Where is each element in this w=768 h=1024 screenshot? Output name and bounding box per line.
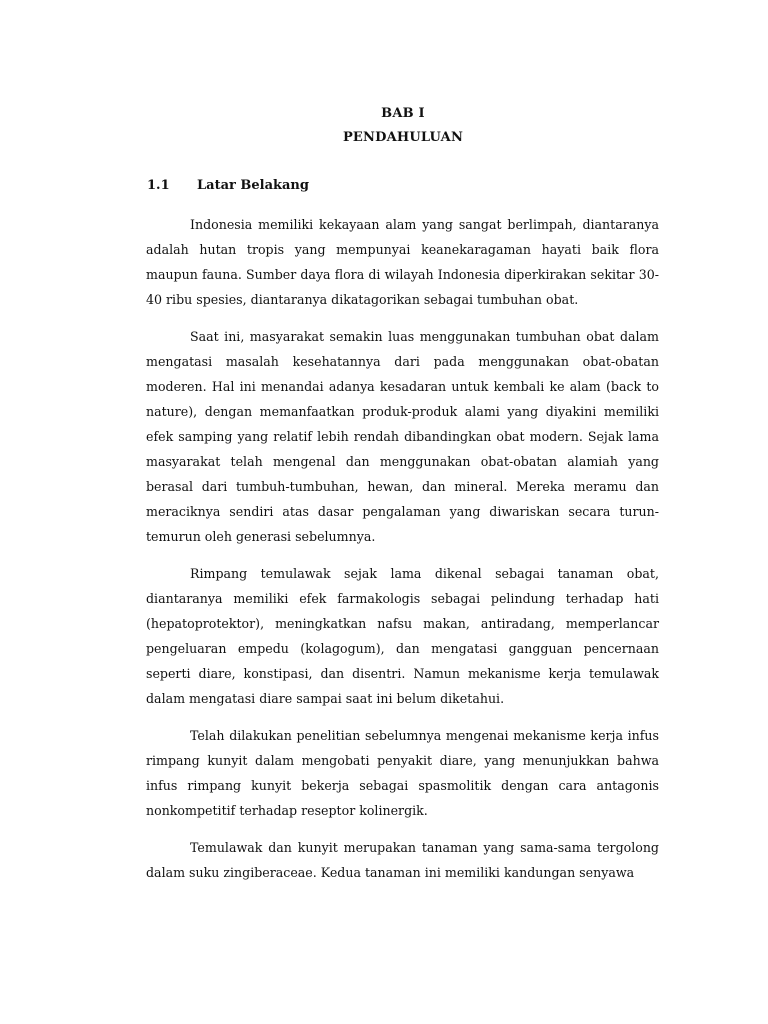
paragraph: Saat ini, masyarakat semakin luas menggunakan tumbuhan obat dalam mengatasi masalah kesehatannya dari pada menggunakan obat-obatan moderen. Hal ini menandai adanya kesadaran untuk kembali ke alam (back to nature), dengan memanfaatkan produk-produk alami yang diyakini memiliki efek samping yang relatif lebih rendah dibandingkan obat modern. Sejak lama masyarakat telah mengenal dan menggunakan obat-obatan alamiah yang berasal dari tumbuh-tumbuhan, hewan, dan mineral. Mereka meramu dan meraciknya sendiri atas dasar pengalaman yang diwariskan secara turun-temurun oleh generasi sebelumnya.: [146, 329, 659, 544]
chapter-number: BAB I: [381, 106, 425, 121]
paragraph: Indonesia memiliki kekayaan alam yang sangat berlimpah, diantaranya adalah hutan tropis yang mempunyai keanekaragaman hayati baik flora maupun fauna. Sumber daya flora di wilayah Indonesia diperkirakan sekitar 30-40 ribu spesies, diantaranya dikatagorikan sebagai tumbuhan obat.: [146, 217, 659, 307]
section-title: Latar Belakang: [197, 178, 309, 193]
chapter-title: PENDAHULUAN: [342, 130, 464, 145]
section-number: 1.1: [147, 178, 170, 193]
body-text: [146, 212, 659, 885]
paragraph: Temulawak dan kunyit merupakan tanaman yang sama-sama tergolong dalam suku zingiberaceae. Kedua tanaman ini memiliki kandungan senyawa: [146, 840, 659, 880]
section-heading: [147, 178, 309, 193]
paragraph: Rimpang temulawak sejak lama dikenal sebagai tanaman obat, diantaranya memiliki efek farmakologis sebagai pelindung terhadap hati (hepatoprotektor), meningkatkan nafsu makan, antiradang, memperlancar pengeluaran empedu (kolagogum), dan mengatasi gangguan pencernaan seperti diare, konstipasi, dan disentri. Namun mekanisme kerja temulawak dalam mengatasi diare sampai saat ini belum diketahui.: [146, 566, 659, 706]
paragraph: Telah dilakukan penelitian sebelumnya mengenai mekanisme kerja infus rimpang kunyit dalam mengobati penyakit diare, yang menunjukkan bahwa infus rimpang kunyit bekerja sebagai spasmolitik dengan cara antagonis nonkompetitif terhadap reseptor kolinergik.: [146, 728, 659, 818]
